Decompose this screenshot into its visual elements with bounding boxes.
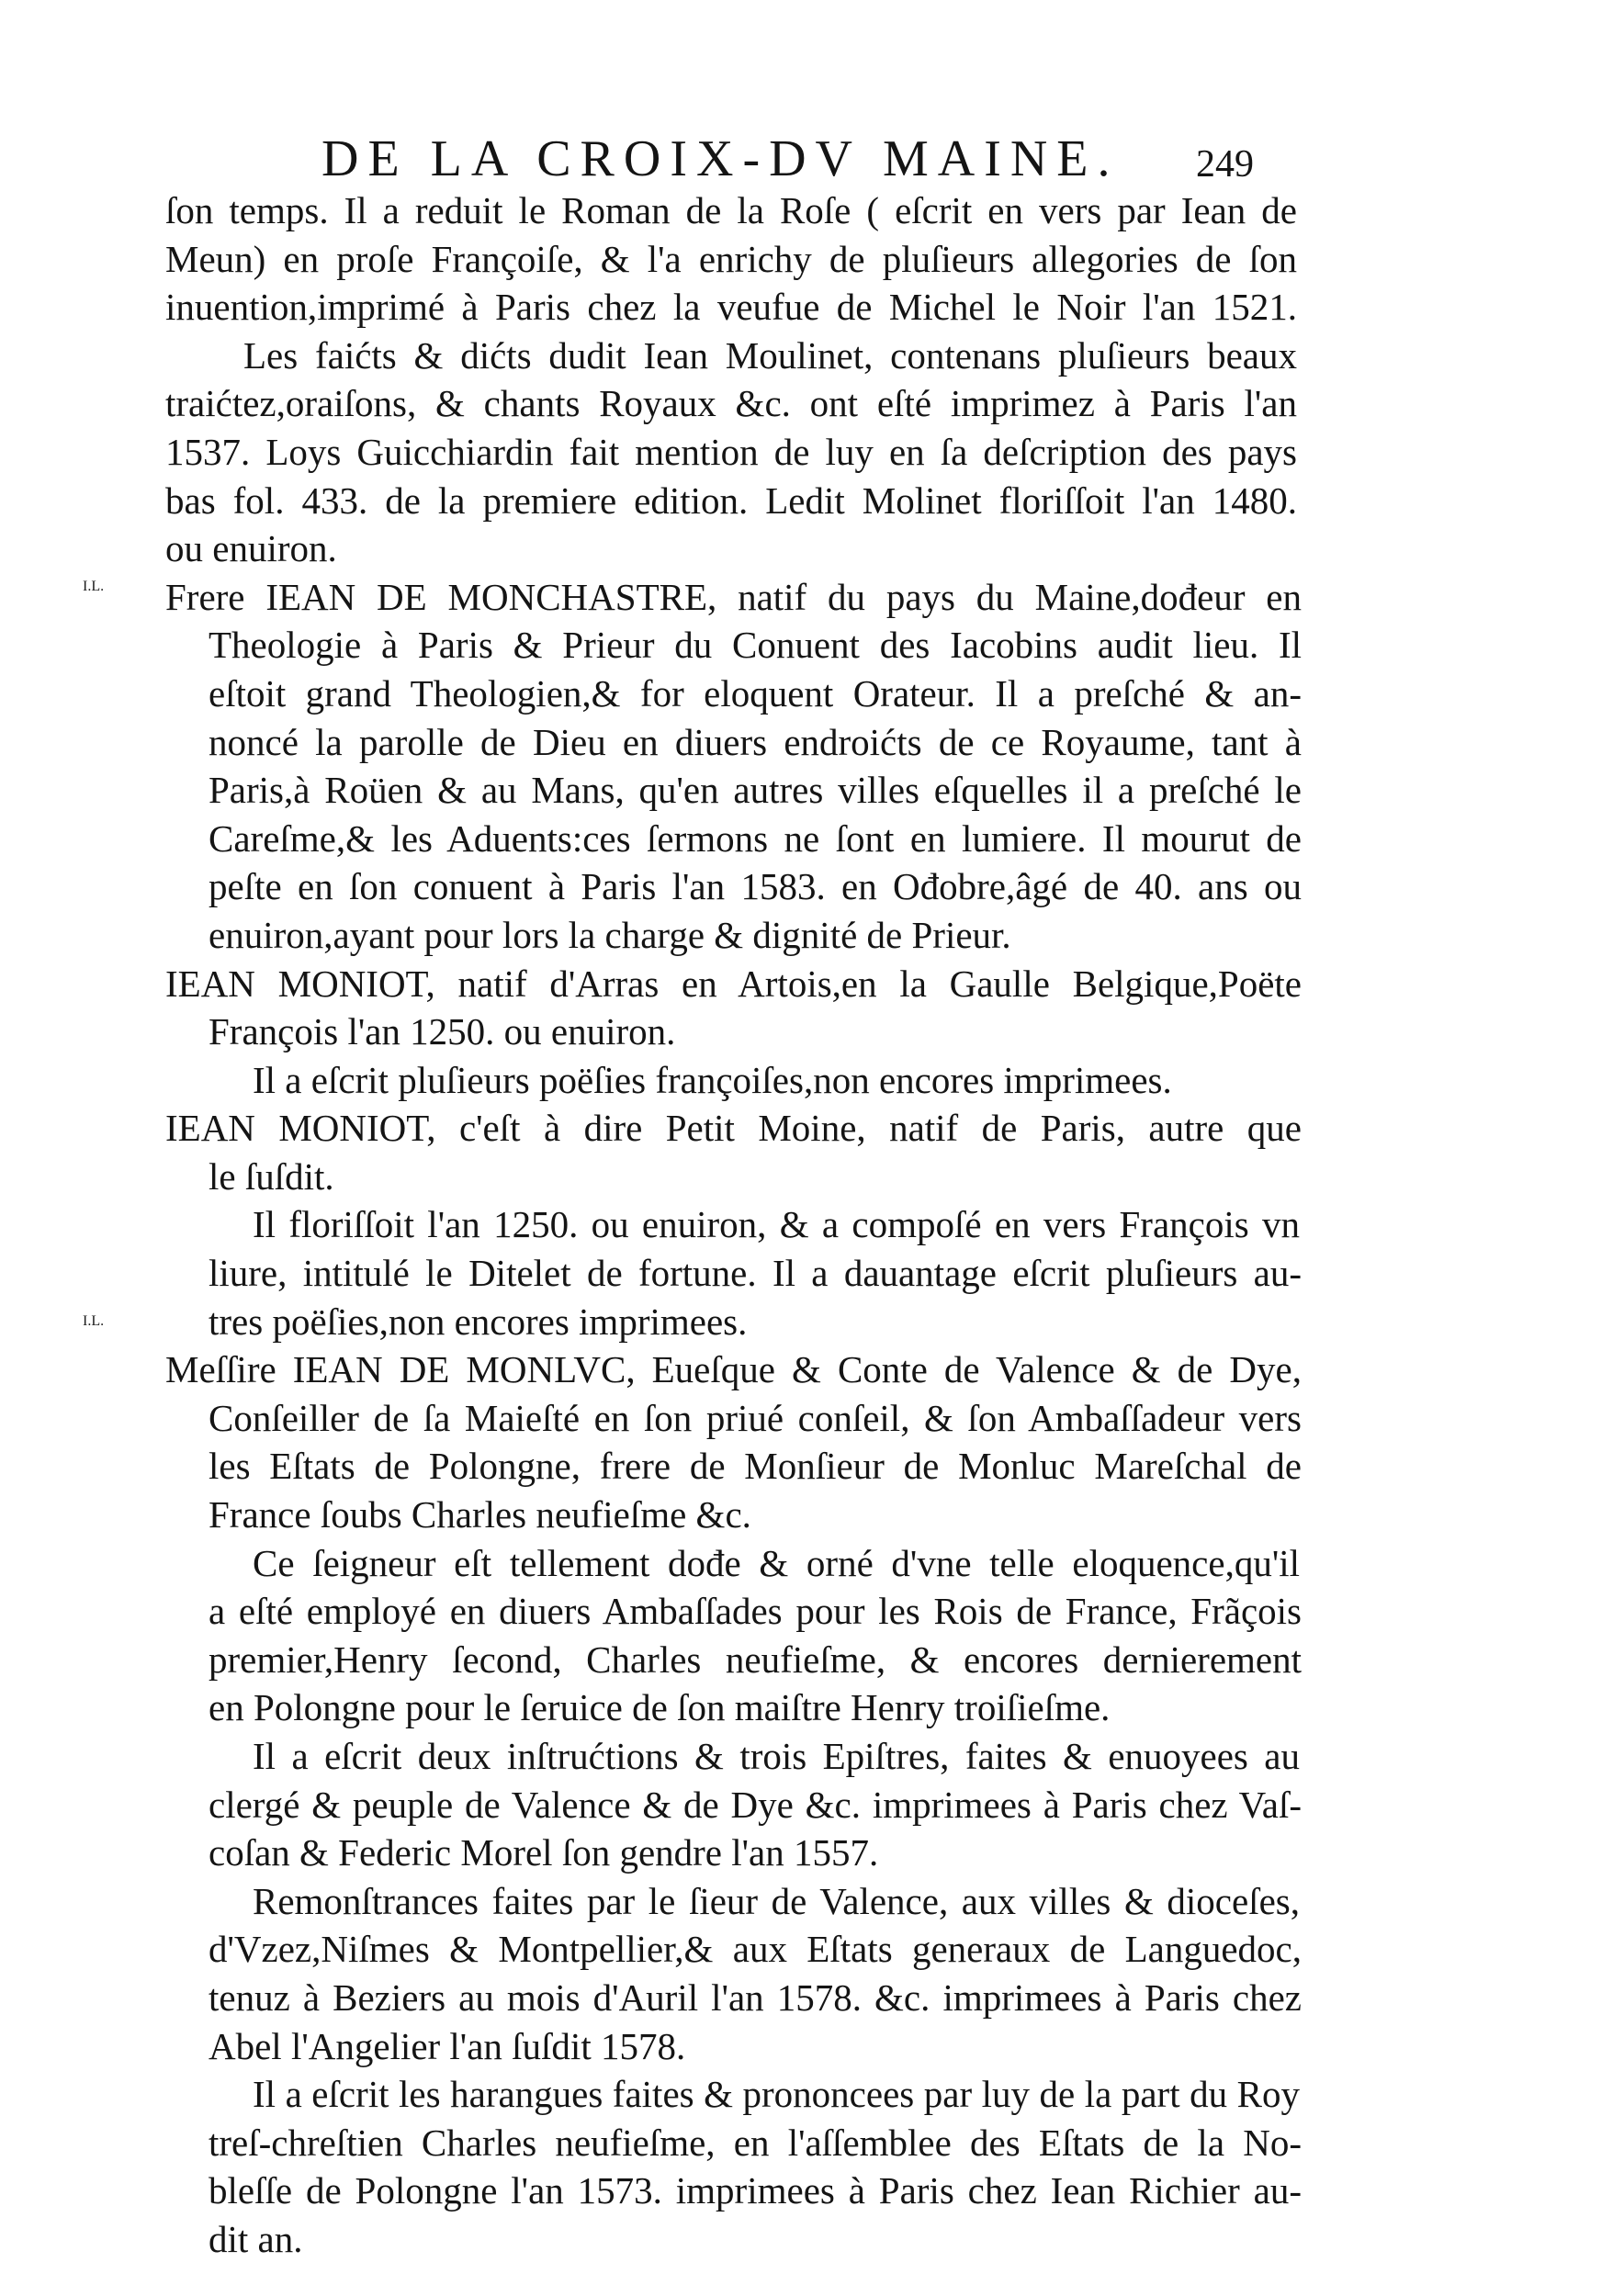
running-header — [321, 127, 1295, 191]
text-line: premier,Henry ſecond, Charles neufieſme, & encores dernierement — [209, 1638, 1302, 1681]
text-line: dit an. — [209, 2217, 303, 2260]
text-line: Meun) en proſe Françoiſe, & l'a enrichy de pluſieurs allegories de ſon — [165, 237, 1297, 280]
text-line: Les faićts & dićts dudit Iean Moulinet, contenans pluſieurs beaux — [243, 333, 1297, 377]
text-line: Ce ſeigneur eſt tellement dođe & orné d'vne telle eloquence,qu'il — [253, 1541, 1300, 1584]
text-line: traićtez,oraiſons, & chants Royaux &c. ont eſté imprimez à Paris l'an — [165, 382, 1297, 425]
text-line: inuention,imprimé à Paris chez la veufue de Michel le Noir l'an 1521. — [165, 286, 1297, 329]
text-line: Careſme,& les Aduents:ces ſermons ne ſont en lumiere. Il mourut de — [209, 816, 1302, 860]
text-line: enuiron,ayant pour lors la charge & dignité de Prieur. — [209, 913, 1011, 956]
marginal-note: I.L. — [83, 1313, 105, 1329]
text-line: 1537. Loys Guicchiardin fait mention de luy en ſa deſcription des pays — [165, 430, 1297, 473]
text-line: Conſeiller de ſa Maieſté en ſon priué conſeil, & ſon Ambaſſadeur vers — [209, 1396, 1302, 1439]
text-line: ſon temps. Il a reduit le Roman de la Roſe ( eſcrit en vers par Iean de — [165, 189, 1297, 231]
text-line: ou enuiron. — [165, 527, 337, 570]
page-number: 249 — [1196, 143, 1254, 186]
text-line: coſan & Federic Morel ſon gendre l'an 1557. — [209, 1831, 879, 1874]
body-text — [119, 186, 1304, 2264]
text-line: noncé la parolle de Dieu en diuers endroićts de ce Royaume, tant à — [209, 720, 1302, 763]
text-line: d'Vzez,Niſmes & Montpellier,& aux Eſtats generaux de Languedoc, — [209, 1928, 1302, 1971]
entry-heading-line: Meſſire IEAN DE MONLVC, Eueſque & Conte de Valence & de Dye, — [165, 1348, 1302, 1391]
text-line: a eſté employé en diuers Ambaſſades pour les Rois de France, Frãçois — [209, 1590, 1302, 1633]
text-line: Theologie à Paris & Prieur du Conuent des Iacobins audit lieu. Il — [209, 624, 1302, 667]
text-line: Il a eſcrit pluſieurs poëſies françoiſes,non encores imprimees. — [253, 1058, 1172, 1101]
text-line: le ſuſdit. — [209, 1154, 334, 1198]
text-line: tenuz à Beziers au mois d'Auril l'an 1578. &c. imprimees à Paris chez — [209, 1975, 1302, 2019]
running-title: DE LA CROIX-DV MAINE. — [321, 130, 1120, 187]
text-line: clergé & peuple de Valence & de Dye &c. imprimees à Paris chez Vaſ- — [209, 1783, 1302, 1826]
entry-heading-line: IEAN MONIOT, natif d'Arras en Artois,en la Gaulle Belgique,Poëte — [165, 962, 1302, 1005]
text-line: eſtoit grand Theologien,& for eloquent Orateur. Il a preſché & an- — [209, 671, 1302, 715]
text-line: Il a eſcrit deux inſtrućtions & trois Epiſtres, faites & enuoyees au — [253, 1735, 1300, 1777]
text-line: tres poëſies,non encores imprimees. — [209, 1300, 748, 1343]
text-line: Il floriſſoit l'an 1250. ou enuiron, & a compoſé en vers François vn — [253, 1203, 1300, 1246]
text-line: bleſſe de Polongne l'an 1573. imprimees à Paris chez Iean Richier au- — [209, 2169, 1302, 2212]
text-line: François l'an 1250. ou enuiron. — [209, 1010, 676, 1053]
text-line: Abel l'Angelier l'an ſuſdit 1578. — [209, 2024, 686, 2067]
text-line: en Polongne pour le ſeruice de ſon maiſtre Henry troiſieſme. — [209, 1686, 1111, 1729]
text-line: Paris,à Roüen & au Mans, qu'en autres villes eſquelles il a preſché le — [209, 769, 1302, 812]
text-line: treſ-chreſtien Charles neufieſme, en l'aſſemblee des Eſtats de la No- — [209, 2121, 1302, 2164]
text-line: France ſoubs Charles neufieſme &c. — [209, 1493, 751, 1536]
text-line: peſte en ſon conuent à Paris l'an 1583. en Ođobre,âgé de 40. ans ou — [209, 865, 1302, 908]
text-line: les Eſtats de Polongne, frere de Monſieur de Monluc Mareſchal de — [209, 1445, 1302, 1488]
text-line: Il a eſcrit les harangues faites & prononcees par luy de la part du Roy — [253, 2073, 1300, 2116]
entry-heading-line: Frere IEAN DE MONCHASTRE, natif du pays du Maine,dođeur en — [165, 575, 1302, 618]
text-line: liure, intitulé le Ditelet de fortune. Il a dauantage eſcrit pluſieurs au- — [209, 1252, 1302, 1295]
marginal-note: I.L. — [83, 579, 105, 594]
entry-heading-line: IEAN MONIOT, c'eſt à dire Petit Moine, natif de Paris, autre que — [165, 1107, 1302, 1150]
text-line: Remonſtrances faites par le ſieur de Valence, aux villes & dioceſes, — [253, 1879, 1300, 1922]
text-line: bas fol. 433. de la premiere edition. Ledit Molinet floriſſoit l'an 1480. — [165, 478, 1297, 522]
